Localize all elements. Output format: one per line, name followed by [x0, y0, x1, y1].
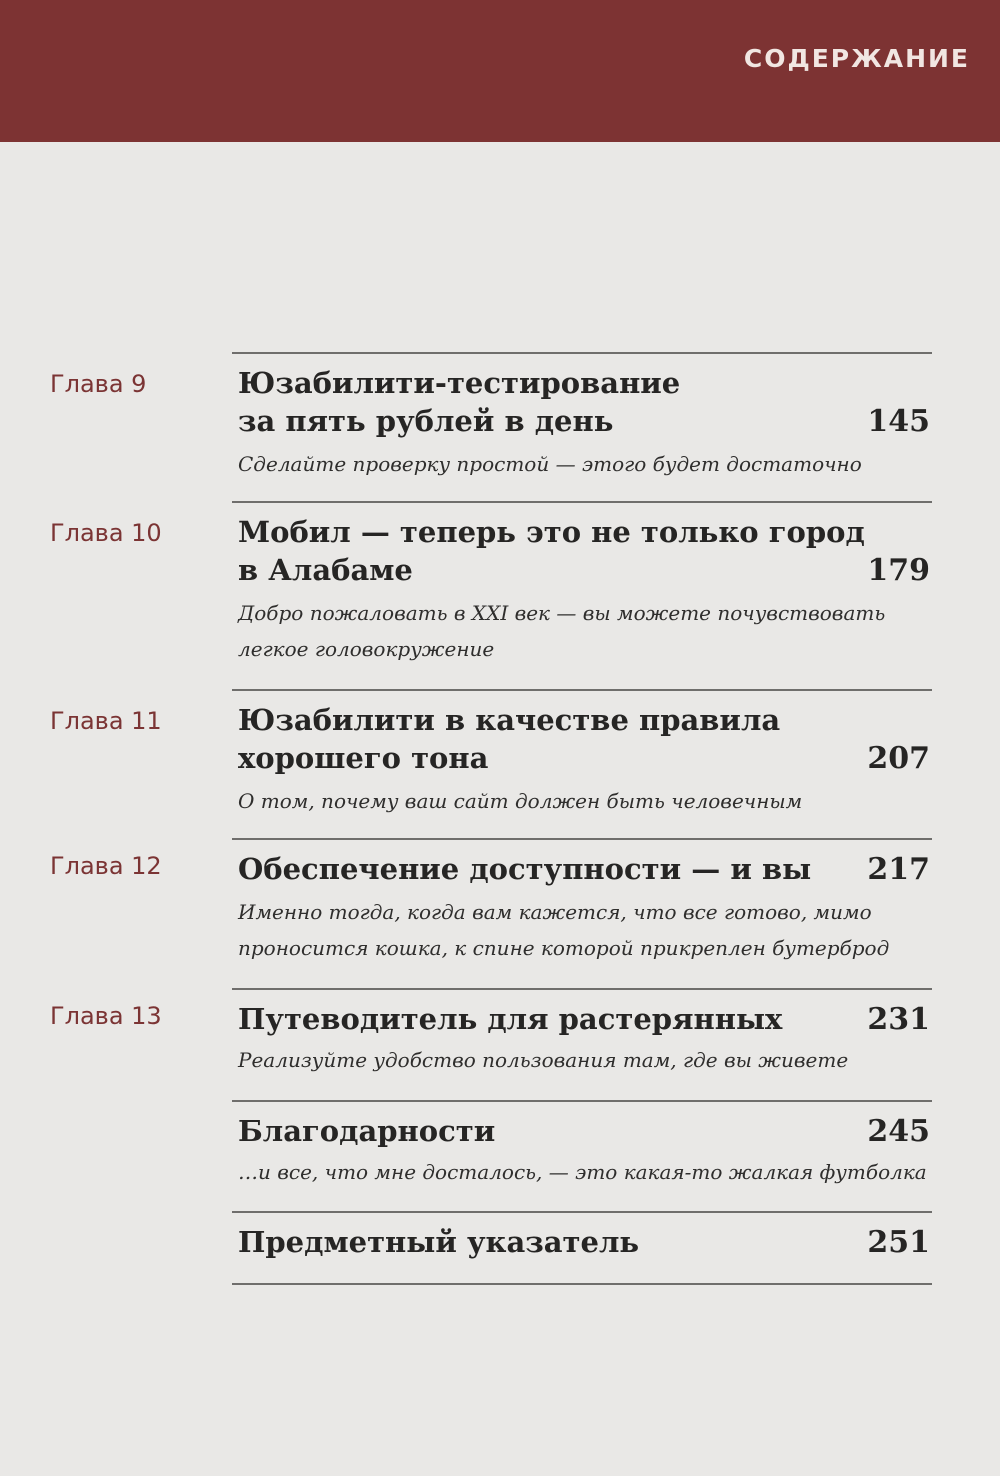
chapter-label: Глава 12: [50, 852, 162, 880]
chapter-title: Обеспечение доступности — и вы: [238, 852, 812, 886]
divider: [232, 1211, 932, 1213]
chapter-title: в Алабаме: [238, 553, 413, 587]
divider: [232, 352, 932, 354]
chapter-title: Юзабилити в качестве правила: [238, 703, 781, 737]
chapter-subtitle: Добро пожаловать в XXI век — вы можете почувствовать легкое головокружение: [238, 601, 886, 661]
page-number: 231: [867, 1002, 930, 1037]
page-number: 207: [867, 741, 930, 776]
page-number: 179: [867, 553, 930, 588]
chapter-subtitle: Сделайте проверку простой — этого будет достаточно: [238, 452, 862, 476]
page-number: 251: [867, 1225, 930, 1260]
chapter-title: хорошего тона: [238, 741, 489, 775]
chapter-label: Глава 13: [50, 1002, 162, 1030]
chapter-subtitle: …и все, что мне досталось, — это какая-то жалкая футболка: [238, 1160, 927, 1184]
page-title: СОДЕРЖАНИЕ: [743, 44, 970, 73]
chapter-title: за пять рублей в день: [238, 404, 614, 438]
divider: [232, 1100, 932, 1102]
divider: [232, 988, 932, 990]
page-number: 245: [867, 1114, 930, 1149]
chapter-title: Предметный указатель: [238, 1225, 640, 1259]
divider: [232, 838, 932, 840]
chapter-label: Глава 11: [50, 707, 162, 735]
header-bar: [0, 0, 1000, 142]
chapter-title: Юзабилити-тестирование: [238, 366, 681, 400]
divider: [232, 1283, 932, 1285]
page-number: 145: [867, 404, 930, 439]
chapter-label: Глава 9: [50, 370, 147, 398]
divider: [232, 689, 932, 691]
chapter-title: Благодарности: [238, 1114, 496, 1148]
chapter-title: Мобил — теперь это не только город: [238, 515, 865, 549]
chapter-subtitle: Реализуйте удобство пользования там, где вы живете: [238, 1048, 849, 1072]
page-number: 217: [867, 852, 930, 887]
chapter-label: Глава 10: [50, 519, 162, 547]
chapter-title: Путеводитель для растерянных: [238, 1002, 783, 1036]
chapter-subtitle: Именно тогда, когда вам кажется, что все готово, мимо проносится кошка, к спине которой прикреплен бутерброд: [238, 900, 890, 960]
divider: [232, 501, 932, 503]
chapter-subtitle: О том, почему ваш сайт должен быть человечным: [238, 789, 803, 813]
